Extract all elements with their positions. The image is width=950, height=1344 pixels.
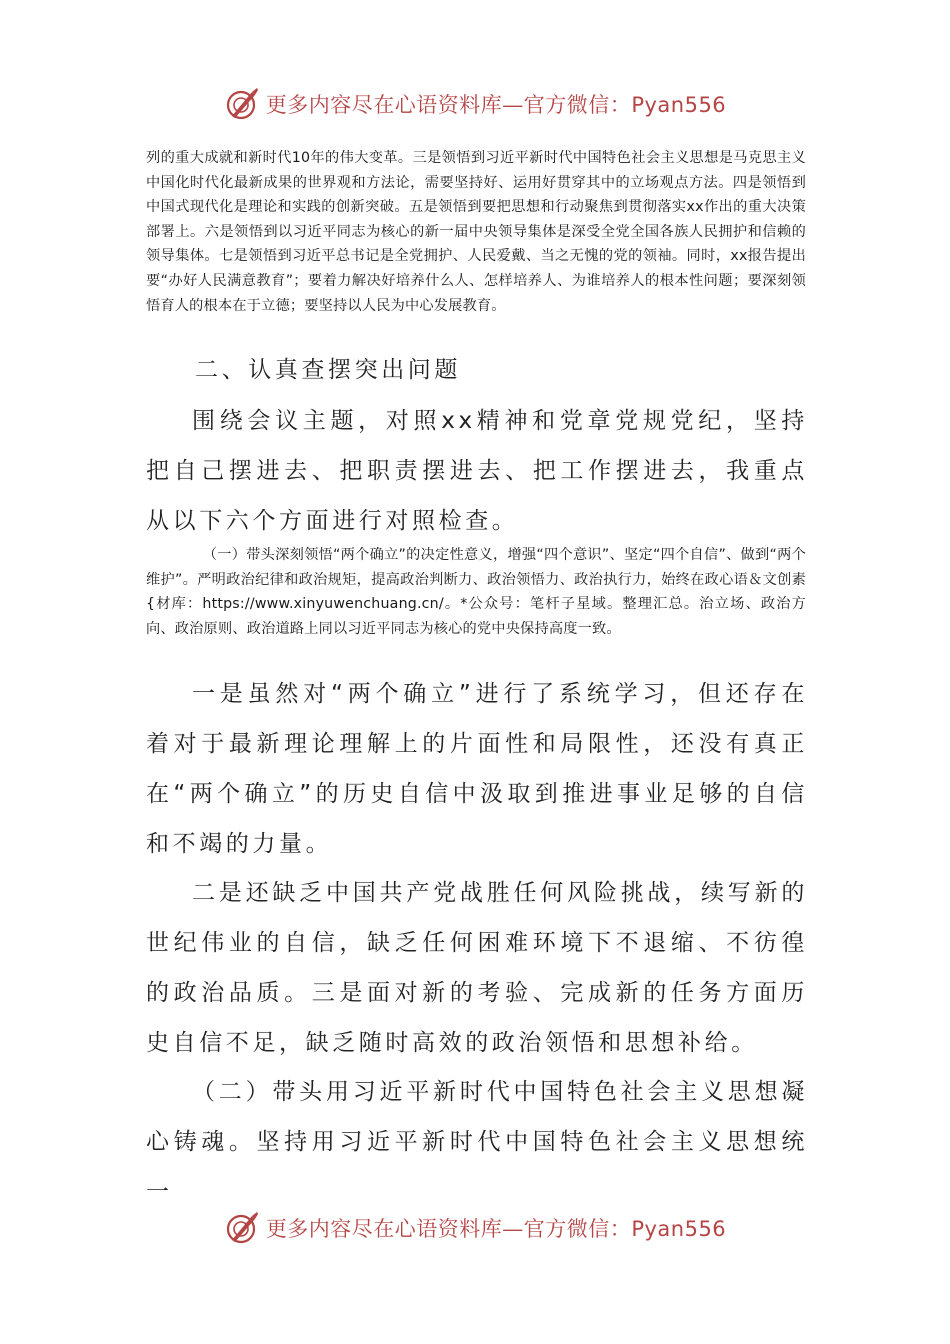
pen-circle-logo-icon xyxy=(224,86,260,122)
footer-banner xyxy=(0,1208,950,1248)
footer-banner-text: 更多内容尽在心语资料库—官方微信：Pyan556 xyxy=(265,1217,727,1241)
paragraph-review: 围绕会议主题，对照xx精神和党章党规党纪，坚持把自己摆进去、把职责摆进去、把工作摆进去，我重点从以下六个方面进行对照检查。 xyxy=(146,408,808,534)
header-banner xyxy=(0,84,950,124)
header-banner-text: 更多内容尽在心语资料库—官方微信：Pyan556 xyxy=(265,93,727,117)
pen-circle-logo-icon xyxy=(224,1210,260,1246)
header-wechat-id: Pyan556 xyxy=(631,93,727,117)
paragraph-section-1: （一）带头深刻领悟“两个确立”的决定性意义，增强“四个意识”、坚定“四个自信”、做到“两个维护”。严明政治纪律和政治规矩，提高政治判断力、政治领悟力、政治执行力，始终在政心语＆文创素{材库：https://www.xinyuwenchuang.cn/。*公众号：笔杆子星域。整理汇总。治立场、政治方向、政治原则、政治道路上同以习近平同志为核心的党中央保持高度一致。 xyxy=(146,547,806,637)
footer-wechat-id: Pyan556 xyxy=(631,1217,727,1241)
paragraph-point-2: 二是还缺乏中国共产党战胜任何风险挑战，续写新的世纪伟业的自信，缺乏任何困难环境下不退缩、不彷徨的政治品质。三是面对新的考验、完成新的任务方面历史自信不足，缺乏随时高效的政治领悟和思想补给。 xyxy=(146,880,808,1056)
paragraph-section-2: （二）带头用习近平新时代中国特色社会主义思想凝心铸魂。坚持用习近平新时代中国特色社会主义思想统一 xyxy=(146,1079,808,1205)
section-heading-2: 二、认真查摆突出问题 xyxy=(195,357,461,383)
paragraph-intro: 列的重大成就和新时代10年的伟大变革。三是领悟到习近平新时代中国特色社会主义思想是马克思主义中国化时代化最新成果的世界观和方法论，需要坚持好、运用好贯穿其中的立场观点方法。四是领悟到中国式现代化是理论和实践的创新突破。五是领悟到要把思想和行动聚焦到贯彻落实xx作出的重大决策部署上。六是领悟到以习近平同志为核心的新一届中央领导集体是深受全党全国各族人民拥护和信赖的领导集体。七是领悟到习近平总书记是全党拥护、人民爱戴、当之无愧的党的领袖。同时，xx报告提出要“办好人民满意教育”；要着力解决好培养什么人、怎样培养人、为谁培养人的根本性问题；要深刻领悟育人的根本在于立德；要坚持以人民为中心发展教育。 xyxy=(146,150,806,314)
paragraph-point-1: 一是虽然对“两个确立”进行了系统学习，但还存在着对于最新理论理解上的片面性和局限性，还没有真正在“两个确立”的历史自信中汲取到推进事业足够的自信和不竭的力量。 xyxy=(146,681,808,857)
